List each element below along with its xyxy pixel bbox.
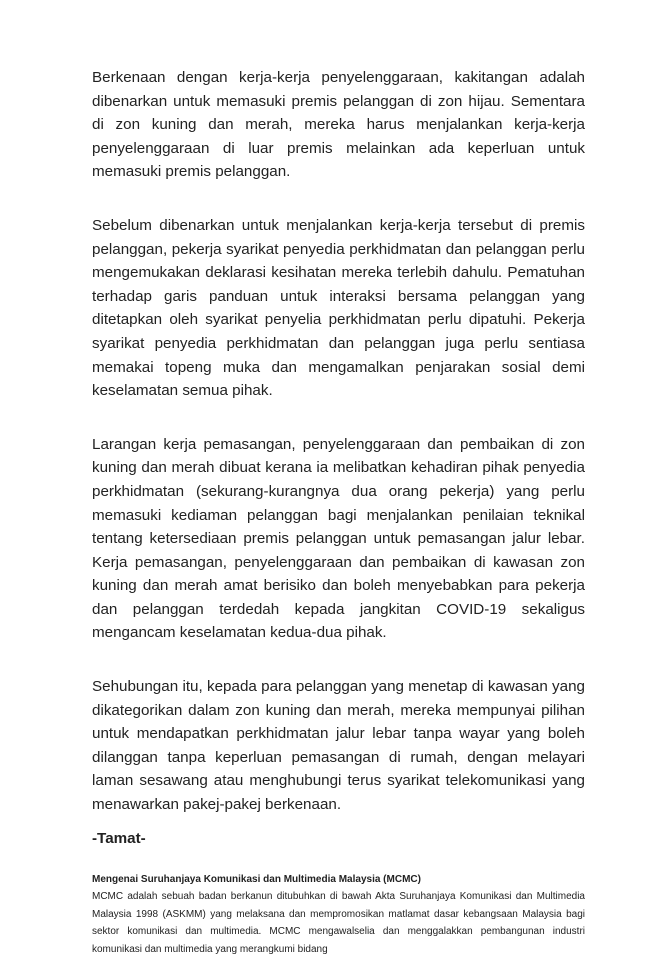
- paragraph-maintenance: Berkenaan dengan kerja-kerja penyelenggaraan, kakitangan adalah dibenarkan untuk memasuki premis pelanggan di zon hijau. Sementara di zon kuning dan merah, mereka harus menjalankan kerja-kerja penyelenggaraan di luar premis melainkan ada keperluan untuk memasuki premis pelanggan.: [92, 69, 585, 181]
- about-title: Mengenai Suruhanjaya Komunikasi dan Multimedia Malaysia (MCMC): [92, 873, 421, 885]
- about-section: [92, 871, 585, 959]
- about-body: MCMC adalah sebuah badan berkanun ditubuhkan di bawah Akta Suruhanjaya Komunikasi dan Multimedia Malaysia 1998 (ASKMM) yang melaksana dan mempromosikan matlamat dasar kebangsaan Malaysia bagi sektor komunikasi dan multimedia. MCMC mengawalselia dan menggalakkan pembangunan industri komunikasi dan multimedia yang merangkumi bidang: [92, 891, 585, 955]
- paragraph-health-declaration: Sebelum dibenarkan untuk menjalankan kerja-kerja tersebut di premis pelanggan, pekerja syarikat penyedia perkhidmatan dan pelanggan perlu mengemukakan deklarasi kesihatan mereka terlebih dahulu. Pematuhan terhadap garis panduan untuk interaksi bersama pelanggan yang ditetapkan oleh syarikat penyelia perkhidmatan perlu dipatuhi. Pekerja syarikat penyedia perkhidmatan dan pelanggan juga perlu sentiasa memakai topeng muka dan mengamalkan penjarakan sosial demi keselamatan semua pihak.: [92, 216, 585, 400]
- paragraph-wireless-option: Sehubungan itu, kepada para pelanggan yang menetap di kawasan yang dikategorikan dalam zon kuning dan merah, mereka mempunyai pilihan untuk mendapatkan perkhidmatan jalur lebar tanpa wayar yang boleh dilanggan tanpa keperluan pemasangan di rumah, dengan melayari laman sesawang atau menghubungi terus syarikat telekomunikasi yang menawarkan pakej-pakej berkenaan.: [92, 678, 585, 814]
- end-mark: -Tamat-: [92, 829, 146, 847]
- paragraph-installation-ban: Larangan kerja pemasangan, penyelenggaraan dan pembaikan di zon kuning dan merah dibuat kerana ia melibatkan kehadiran pihak penyedia perkhidmatan (sekurang-kurangnya dua orang pekerja) yang perlu memasuki kediaman pelanggan bagi menjalankan penilaian teknikal tentang ketersediaan premis pelanggan untuk pemasangan jalur lebar. Kerja pemasangan, penyelenggaraan dan pembaikan di kawasan zon kuning dan merah amat berisiko dan boleh menyebabkan para pekerja dan pelanggan terdedah kepada jangkitan COVID-19 sekaligus mengancam keselamatan kedua-dua pihak.: [92, 435, 585, 642]
